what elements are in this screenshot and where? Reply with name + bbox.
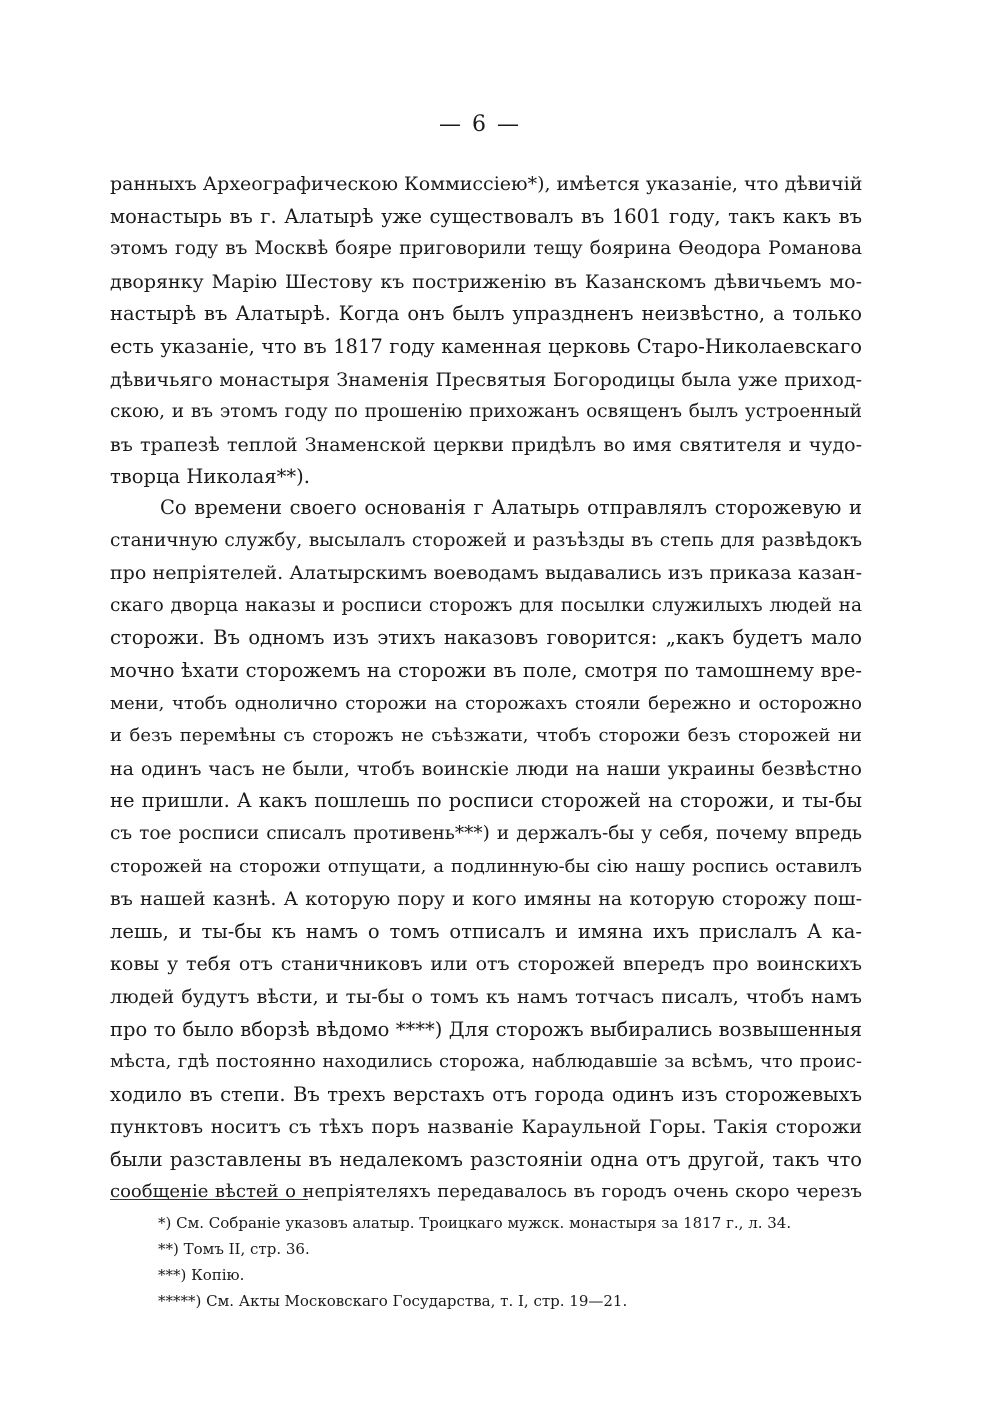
text-line: мѣста, гдѣ постоянно находились сторожа, наблюдавшіе за всѣмъ, что проис- [110, 1051, 862, 1073]
text-line: пунктовъ носитъ съ тѣхъ поръ названіе Караульной Горы. Такія сторожи [110, 1116, 862, 1139]
footnotes [158, 1210, 858, 1314]
text-line: станичную службу, высылалъ сторожей и разъѣзды въ степь для развѣдокъ [110, 529, 862, 551]
text-line: есть указаніе, что въ 1817 году каменная церковь Старо-Николаевскаго [110, 334, 862, 358]
text-line: про непріятелей. Алатырскимъ воеводамъ выдавались изъ приказа казан- [110, 562, 862, 585]
text-line: людей будутъ вѣсти, и ты-бы о томъ къ намъ тотчасъ писалъ, чтобъ намъ [110, 985, 862, 1008]
text-line: монастырь въ г. Алатырѣ уже существовалъ въ 1601 году, такъ какъ въ [110, 204, 862, 228]
footnote: **) Томъ II, стр. 36. [158, 1240, 310, 1258]
text-line: на одинъ часъ не были, чтобъ воинскіе люди на наши украины безвѣстно [110, 757, 862, 780]
text-line: ранныхъ Археографическою Коммиссіею*), имѣется указаніе, что дѣвичій [110, 173, 862, 195]
text-line: настырѣ въ Алатырѣ. Когда онъ былъ упраздненъ неизвѣстно, а только [110, 302, 862, 326]
footnote: *) См. Собраніе указовъ алатыр. Троицкаго мужск. монастыря за 1817 г., л. 34. [158, 1214, 792, 1232]
text-line: мени, чтобъ однолично сторожи на сторожахъ стояли бережно и осторожно [110, 692, 862, 714]
text-line: были разставлены въ недалекомъ разстояніи одна отъ другой, такъ что [110, 1147, 862, 1171]
text-line: мочно ѣхати сторожемъ на сторожи въ поле, смотря по тамошнему вре- [110, 658, 862, 682]
text-line: и безъ перемѣны съ сторожъ не съѣзжати, чтобъ сторожи безъ сторожей ни [110, 725, 862, 747]
text-line: Со времени своего основанія г Алатырь отправлялъ сторожевую и [160, 496, 862, 519]
footnote-divider [110, 1199, 308, 1200]
text-line: ходило въ степи. Въ трехъ верстахъ отъ города одинъ изъ сторожевыхъ [110, 1082, 862, 1106]
text-line: этомъ году въ Москвѣ бояре приговорили тещу боярина Ѳеодора Романова [110, 238, 862, 260]
text-line: про то было вборзѣ вѣдомо ****) Для сторожъ выбирались возвышенныя [110, 1017, 862, 1041]
footnote: *****) См. Акты Московскаго Государства, т. I, стр. 19—21. [158, 1292, 628, 1310]
footnote: ***) Копію. [158, 1266, 245, 1284]
text-line: творца Николая**). [110, 465, 310, 489]
text-line: дѣвичьяго монастыря Знаменія Пресвятыя Богородицы была уже приход- [110, 368, 862, 391]
text-line: съ тое росписи списалъ противень***) и держалъ-бы у себя, почему впредь [110, 822, 862, 844]
text-line: ковы у тебя отъ станичниковъ или отъ сторожей впередъ про воинскихъ [110, 953, 862, 976]
text-line: сторожи. Въ одномъ изъ этихъ наказовъ говорится: „какъ будетъ мало [110, 626, 862, 650]
text-line: дворянку Марію Шестову къ постриженію въ Казанскомъ дѣвичьемъ мо- [110, 270, 862, 293]
text-line: скою, и въ этомъ году по прошенію прихожанъ освященъ былъ устроенный [110, 401, 862, 423]
text-line: сообщеніе вѣстей о непріятеляхъ передавалось въ городъ очень скоро черезъ [110, 1181, 862, 1203]
text-line: въ нашей казнѣ. А которую пору и кого имяны на которую сторожу пош- [110, 888, 862, 911]
text-line: не пришли. А какъ пошлешь по росписи сторожей на сторожи, и ты-бы [110, 789, 862, 813]
text-line: сторожей на сторожи отпущати, а подлинную-бы сію нашу роспись оставилъ [110, 855, 862, 877]
paragraph-1 [110, 168, 862, 494]
text-line: въ трапезѣ теплой Знаменской церкви придѣлъ во имя святителя и чудо- [110, 433, 862, 456]
text-line: скаго дворца наказы и росписи сторожъ для посылки служилыхъ людей на [110, 594, 862, 616]
text-line: лешь, и ты-бы къ намъ о томъ отписалъ и имяна ихъ прислалъ А ка- [110, 919, 862, 943]
page-number: — 6 — [439, 112, 521, 137]
paragraph-2 [110, 492, 862, 1209]
